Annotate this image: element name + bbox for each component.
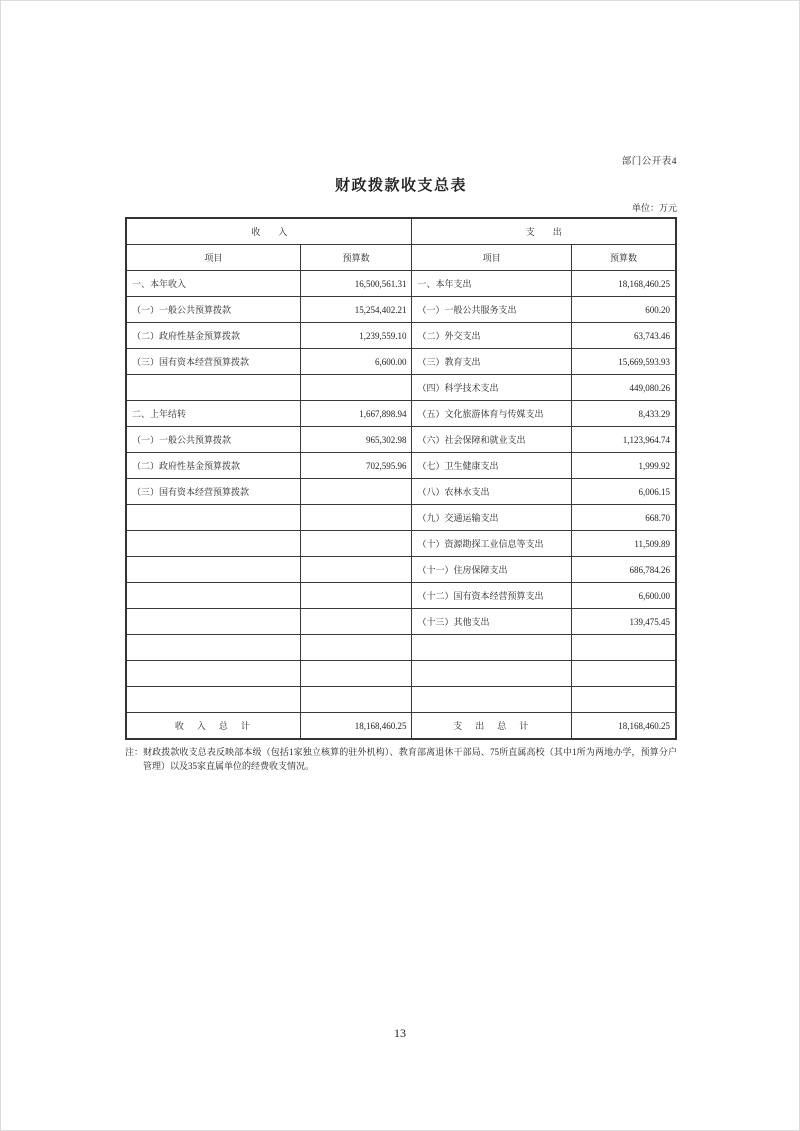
expense-item-cell: （三）教育支出	[412, 349, 572, 375]
expense-item-cell: （四）科学技术支出	[412, 375, 572, 401]
expense-value-cell: 600.20	[571, 297, 676, 323]
income-item-cell	[126, 687, 300, 713]
expense-value-cell: 6,600.00	[571, 583, 676, 609]
income-item-cell: （一）一般公共预算拨款	[126, 427, 300, 453]
expense-item-cell	[412, 687, 572, 713]
expense-item-cell: （九）交通运输支出	[412, 505, 572, 531]
page-number: 13	[394, 1026, 406, 1040]
income-value-cell	[300, 375, 412, 401]
income-item-cell: （二）政府性基金预算拨款	[126, 453, 300, 479]
income-item-cell: （二）政府性基金预算拨款	[126, 323, 300, 349]
expense-value-cell	[571, 635, 676, 661]
income-item-cell	[126, 583, 300, 609]
expense-value-cell: 6,006.15	[571, 479, 676, 505]
expense-value-cell: 15,669,593.93	[571, 349, 676, 375]
income-value-cell	[300, 505, 412, 531]
table-row	[126, 401, 676, 427]
table-row	[126, 635, 676, 661]
income-section-header: 收 入	[126, 218, 412, 245]
table-row	[126, 505, 676, 531]
section-header-row	[126, 218, 676, 245]
expense-item-cell: （十二）国有资本经营预算支出	[412, 583, 572, 609]
income-value-cell: 6,600.00	[300, 349, 412, 375]
income-value-cell: 15,254,402.21	[300, 297, 412, 323]
table-row	[126, 557, 676, 583]
table-row	[126, 479, 676, 505]
expense-item-cell: （五）文化旅游体育与传媒支出	[412, 401, 572, 427]
expense-value-cell	[571, 661, 676, 687]
table-row	[126, 453, 676, 479]
expense-item-cell: （十）资源勘探工业信息等支出	[412, 531, 572, 557]
income-value-cell	[300, 531, 412, 557]
expense-value-cell	[571, 687, 676, 713]
footnote-prefix: 注：	[125, 747, 144, 757]
expense-value-cell: 63,743.46	[571, 323, 676, 349]
expense-item-cell: （一）一般公共服务支出	[412, 297, 572, 323]
table-row	[126, 583, 676, 609]
table-row	[126, 297, 676, 323]
expense-item-cell: 一、本年支出	[412, 271, 572, 297]
expense-value-cell: 1,999.92	[571, 453, 676, 479]
table-row	[126, 271, 676, 297]
income-item-cell: （三）国有资本经营预算拨款	[126, 479, 300, 505]
expense-value-cell: 449,080.26	[571, 375, 676, 401]
income-total-label: 收 入 总 计	[126, 713, 300, 740]
income-item-cell	[126, 531, 300, 557]
income-value-cell	[300, 687, 412, 713]
doc-label: 部门公开表4	[621, 157, 677, 167]
expense-value-cell: 18,168,460.25	[571, 271, 676, 297]
income-item-cell	[126, 557, 300, 583]
income-item-cell	[126, 635, 300, 661]
income-item-cell: （一）一般公共预算拨款	[126, 297, 300, 323]
table-row	[126, 531, 676, 557]
income-item-cell	[126, 661, 300, 687]
income-value-cell	[300, 635, 412, 661]
income-value-cell: 702,595.96	[300, 453, 412, 479]
expense-item-cell: （七）卫生健康支出	[412, 453, 572, 479]
table-row	[126, 687, 676, 713]
income-value-cell: 1,239,559.10	[300, 323, 412, 349]
totals-row	[126, 713, 676, 740]
income-total-value: 18,168,460.25	[300, 713, 412, 740]
income-value-cell: 965,302.98	[300, 427, 412, 453]
expense-total-label: 支 出 总 计	[412, 713, 572, 740]
income-value-cell	[300, 557, 412, 583]
expense-item-cell: （六）社会保障和就业支出	[412, 427, 572, 453]
income-item-cell: （三）国有资本经营预算拨款	[126, 349, 300, 375]
income-item-col-header: 项目	[126, 245, 300, 271]
expense-value-cell: 686,784.26	[571, 557, 676, 583]
expense-value-cell: 668.70	[571, 505, 676, 531]
footnote-text: 财政拨款收支总表反映部本级（包括1家独立核算的驻外机构）、教育部离退休干部局、75所直属高校（其中1所为两地办学，预算分户管理）以及35家直属单位的经费收支情况。	[143, 747, 677, 771]
income-item-cell	[126, 505, 300, 531]
income-item-cell	[126, 609, 300, 635]
table-row	[126, 609, 676, 635]
income-value-cell	[300, 661, 412, 687]
table-row	[126, 661, 676, 687]
page-title: 财政拨款收支总表	[334, 178, 467, 194]
expense-item-cell: （十一）住房保障支出	[412, 557, 572, 583]
column-header-row	[126, 245, 676, 271]
table-row	[126, 427, 676, 453]
income-value-cell	[300, 583, 412, 609]
income-item-cell	[126, 375, 300, 401]
expense-value-cell: 8,433.29	[571, 401, 676, 427]
expense-item-cell	[412, 635, 572, 661]
table-row	[126, 323, 676, 349]
expense-item-cell	[412, 661, 572, 687]
table-row	[126, 375, 676, 401]
table-row	[126, 349, 676, 375]
expense-value-cell: 1,123,964.74	[571, 427, 676, 453]
expense-item-cell: （十三）其他支出	[412, 609, 572, 635]
expense-section-header: 支 出	[412, 218, 676, 245]
budget-table	[125, 217, 677, 740]
expense-item-col-header: 项目	[412, 245, 572, 271]
expense-total-value: 18,168,460.25	[571, 713, 676, 740]
expense-value-cell: 11,509.89	[571, 531, 676, 557]
expense-value-cell: 139,475.45	[571, 609, 676, 635]
expense-item-cell: （八）农林水支出	[412, 479, 572, 505]
income-item-cell: 一、本年收入	[126, 271, 300, 297]
income-item-cell: 二、上年结转	[126, 401, 300, 427]
income-value-cell	[300, 609, 412, 635]
income-value-cell: 16,500,561.31	[300, 271, 412, 297]
expense-item-cell: （二）外交支出	[412, 323, 572, 349]
income-budget-col-header: 预算数	[300, 245, 412, 271]
income-value-cell: 1,667,898.94	[300, 401, 412, 427]
expense-budget-col-header: 预算数	[571, 245, 676, 271]
footnote	[125, 746, 677, 774]
page-content	[125, 1, 677, 774]
income-value-cell	[300, 479, 412, 505]
unit-label: 单位：万元	[631, 203, 677, 213]
